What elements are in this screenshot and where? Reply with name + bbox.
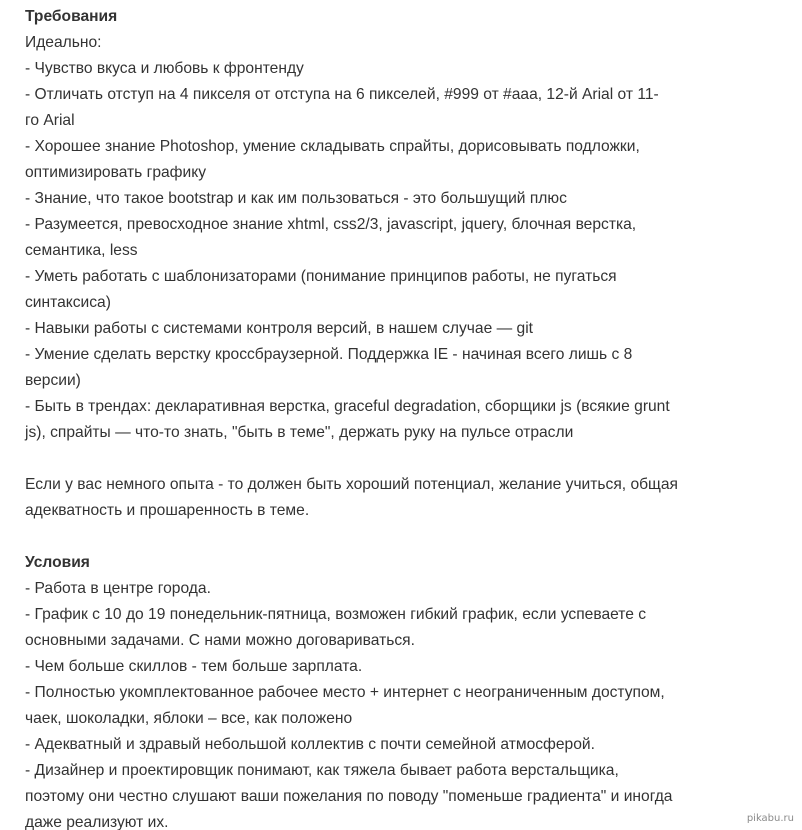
requirements-list [25,30,802,446]
requirements-line: - Хорошее знание Photoshop, умение складывать спрайты, дорисовывать подложки, [25,138,640,155]
requirements-line: го Arial [25,112,75,129]
conditions-line: - Адекватный и здравый небольшой коллектив с почти семейной атмосферой. [25,736,595,753]
requirements-line: синтаксиса) [25,294,111,311]
paragraph-gap [25,524,802,550]
conditions-line: даже реализуют их. [25,814,169,830]
requirements-line: версии) [25,372,81,389]
conditions-line: - График с 10 до 19 понедельник-пятница, возможен гибкий график, если успеваете с [25,606,647,623]
requirements-line: - Быть в трендах: декларативная верстка, graceful degradation, сборщики js (всякие grunt [25,398,670,415]
requirements-line: js), спрайты — что-то знать, "быть в теме", держать руку на пульсе отрасли [25,424,574,441]
experience-line: адекватность и прошаренность в теме. [25,502,310,519]
conditions-line: - Дизайнер и проектировщик понимают, как тяжела бывает работа верстальщика, [25,762,619,779]
requirements-line: - Чувство вкуса и любовь к фронтенду [25,60,304,77]
conditions-list [25,576,802,830]
requirements-line: - Навыки работы с системами контроля версий, в нашем случае — git [25,320,533,337]
experience-paragraph [25,472,802,524]
requirements-line: - Знание, что такое bootstrap и как им пользоваться - это большущий плюс [25,190,567,207]
paragraph-gap [25,446,802,472]
conditions-line: - Полностью укомплектованное рабочее место + интернет с неограниченным доступом, [25,684,665,701]
conditions-heading: Условия [25,554,90,571]
experience-line: Если у вас немного опыта - то должен быть хороший потенциал, желание учиться, общая [25,476,678,493]
requirements-line: - Умение сделать верстку кроссбраузерной. Поддержка IE - начиная всего лишь с 8 [25,346,633,363]
pikabu-watermark: pikabu.ru [746,813,794,824]
requirements-line: семантика, less [25,242,138,259]
conditions-line: - Чем больше скиллов - тем больше зарплата. [25,658,363,675]
requirements-line: оптимизировать графику [25,164,207,181]
requirements-line: - Уметь работать с шаблонизаторами (понимание принципов работы, не пугаться [25,268,617,285]
conditions-line: основными задачами. С нами можно договариваться. [25,632,415,649]
conditions-line: чаек, шоколадки, яблоки – все, как положено [25,710,353,727]
requirements-heading: Требования [25,8,118,25]
conditions-line: - Работа в центре города. [25,580,211,597]
requirements-line: - Разумеется, превосходное знание xhtml, css2/3, javascript, jquery, блочная верстка, [25,216,637,233]
conditions-line: поэтому они честно слушают ваши пожелания по поводу "поменьше градиента" и иногда [25,788,673,805]
requirements-line: - Отличать отступ на 4 пикселя от отступа на 6 пикселей, #999 от #aaa, 12-й Arial от 11- [25,86,659,103]
requirements-line: Идеально: [25,34,102,51]
